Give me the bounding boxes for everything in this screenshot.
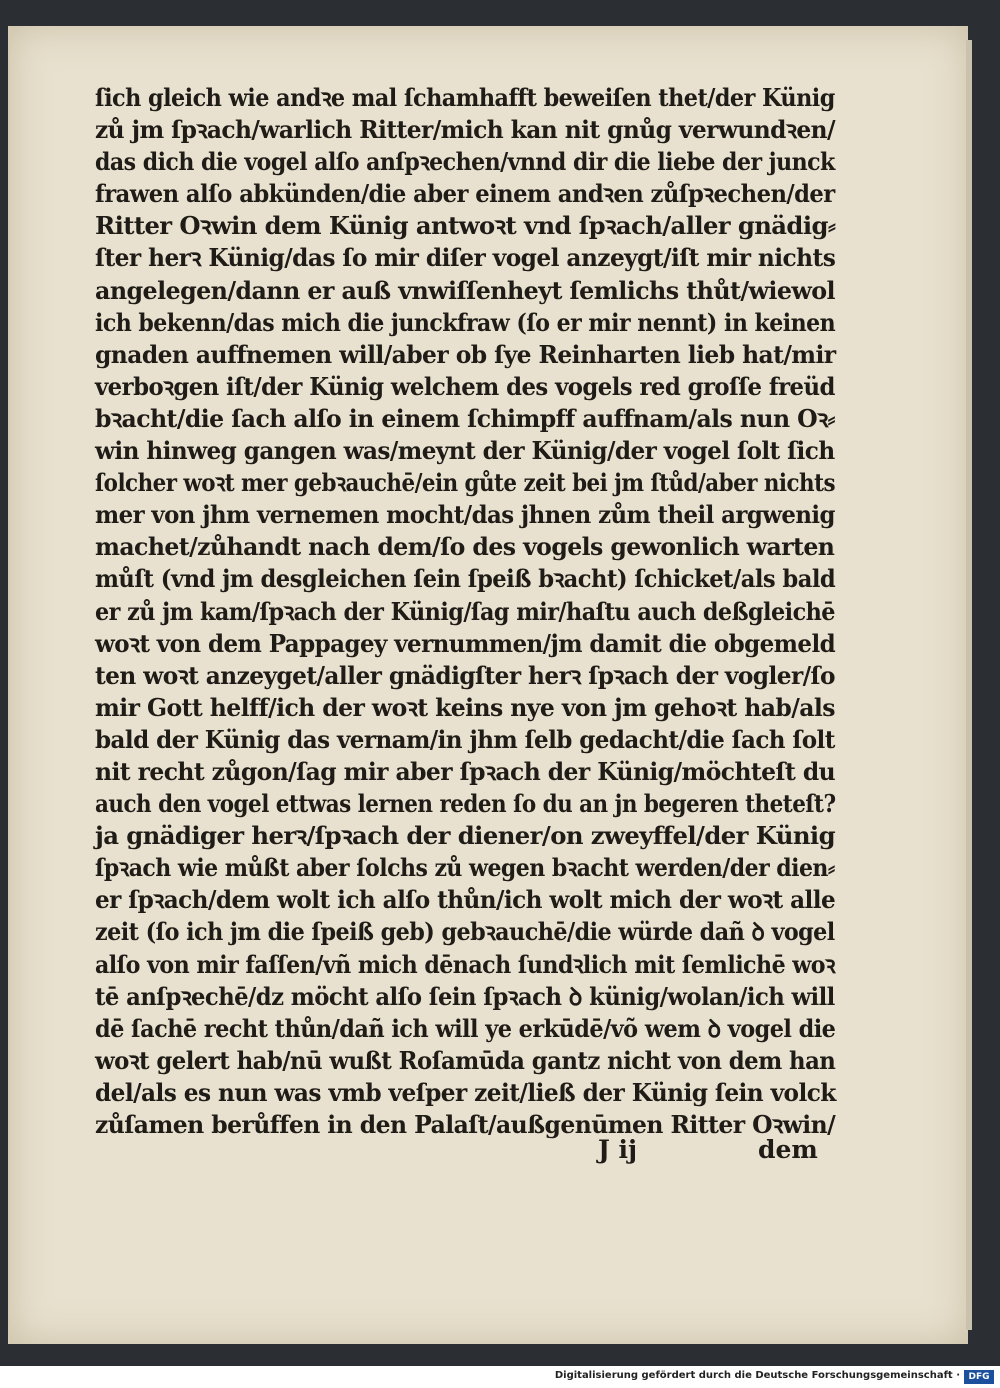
text-line: er ſpꝛach/dem wolt ich alſo thůn/ich wolt mich der woꝛt alle xyxy=(95,885,836,915)
text-line: alſo von mir faſſen/vñ mich dēnach ſundꝛlich mit ſemlichē woꝛ xyxy=(95,949,835,979)
text-line: win hinweg gangen was/meynt der Künig/der vogel ſolt ſich xyxy=(95,436,835,466)
text-line: auch den vogel ettwas lernen reden ſo du an jn begeren theteſt? xyxy=(95,789,836,819)
text-line: Ritter Oꝛwin dem Künig antwoꝛt vnd ſpꝛach/aller gnädig⸗ xyxy=(95,211,836,241)
page-text-block xyxy=(95,82,835,1141)
text-line: ſich gleich wie andꝛe mal ſchamhafft beweiſen thet/der Künig xyxy=(95,83,835,112)
text-line: ten woꝛt anzeyget/aller gnädigſter herꝛ ſpꝛach der vogler/ſo xyxy=(95,660,835,690)
text-line: verboꝛgen iſt/der Künig welchem des vogels red groſſe freüd xyxy=(95,371,835,401)
page-signature-row xyxy=(598,1133,828,1167)
printer-signature: J ij xyxy=(598,1135,638,1164)
text-line: ſolcher woꝛt mer gebꝛauchē/ein gůte zeit bei jm ſtůd/aber nichts xyxy=(95,468,836,498)
text-line: můſt (vnd jm desgleichen ſein ſpeiß bꝛacht) ſchicket/als bald xyxy=(95,564,836,594)
text-line: ich bekenn/das mich die junckfraw (ſo er mir nennt) in keinen xyxy=(95,307,836,337)
digitization-footer xyxy=(0,1366,1000,1388)
text-line: angelegen/dann er auß vnwiſſenheyt ſemlichs thůt/wiewol xyxy=(95,275,835,305)
text-line: dē ſachē recht thůn/dañ ich will ye erkūdē/võ wem ꝺ vogel die xyxy=(95,1013,836,1043)
text-line: woꝛt gelert hab/nū wußt Roſamūda gantz nicht von dem han xyxy=(95,1045,836,1075)
text-line: gnaden auffnemen will/aber ob ſye Reinharten lieb hat/mir xyxy=(95,339,836,369)
text-line: frawen alſo abkünden/die aber einem andꝛen zůſpꝛechen/der xyxy=(95,179,835,209)
dfg-logo: DFG xyxy=(964,1370,994,1384)
text-line: ſpꝛach wie můßt aber ſolchs zů wegen bꝛacht werden/der dien⸗ xyxy=(95,853,835,883)
text-line: zů jm ſpꝛach/warlich Ritter/mich kan nit gnůg verwundꝛen/ xyxy=(95,115,836,145)
text-line: nit recht zůgon/ſag mir aber ſpꝛach der Künig/möchteſt du xyxy=(95,756,836,786)
text-line: ſter herꝛ Künig/das ſo mir diſer vogel anzeygt/iſt mir nichts xyxy=(95,243,836,273)
funding-credit: Digitalisierung gefördert durch die Deutsche Forschungsgemeinschaft · xyxy=(554,1370,960,1381)
text-line: zůſamen berůffen in den Palaſt/außgenūmen Ritter Oꝛwin/ xyxy=(95,1110,836,1139)
catchword: dem xyxy=(758,1135,818,1164)
text-line: bꝛacht/die ſach alſo in einem ſchimpff auffnam/als nun Oꝛ⸗ xyxy=(95,403,835,433)
page-edge xyxy=(966,40,972,1330)
text-line: er zů jm kam/ſpꝛach der Künig/ſag mir/haſtu auch deßgleichē xyxy=(95,596,835,626)
text-line: das dich die vogel alſo anſpꝛechen/vnnd dir die liebe der junck xyxy=(95,147,835,177)
text-line: mir Gott helff/ich der woꝛt keins nye von jm gehoꝛt hab/als xyxy=(95,692,835,722)
text-line: del/als es nun was vmb veſper zeit/ließ der Künig ſein volck xyxy=(95,1077,836,1107)
text-line: tē anſpꝛechē/dz möcht alſo ſein ſpꝛach ꝺ künig/wolan/ich will xyxy=(95,981,835,1011)
text-line: woꝛt von dem Pappagey vernummen/jm damit die obgemeld xyxy=(95,628,836,658)
text-line: ja gnädiger herꝛ/ſpꝛach der diener/on zweyffel/der Künig xyxy=(95,821,836,851)
text-line: zeit (ſo ich jm die ſpeiß geb) gebꝛauchē/die würde dañ ꝺ vogel xyxy=(95,917,835,947)
text-line: mer von jhm vernemen mocht/das jhnen zům theil argwenig xyxy=(95,500,835,530)
text-line: machet/zůhandt nach dem/ſo des vogels gewonlich warten xyxy=(95,532,835,562)
text-line: bald der Künig das vernam/in jhm ſelb gedacht/die ſach ſolt xyxy=(95,724,835,754)
